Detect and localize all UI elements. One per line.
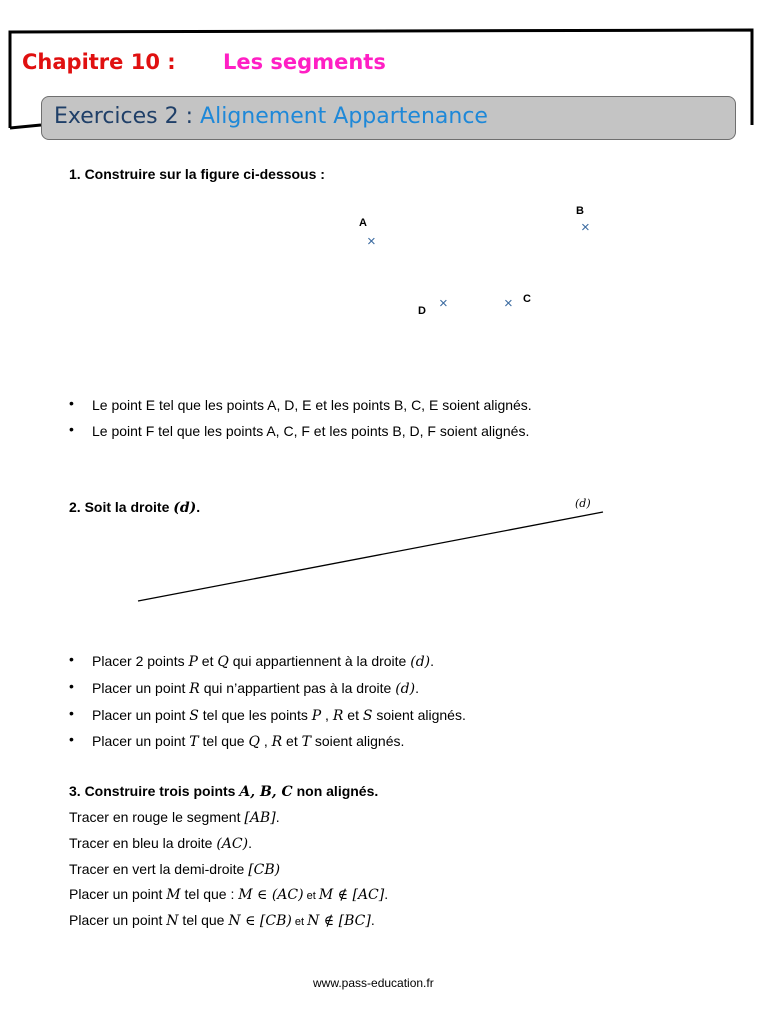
bullet-dot: • bbox=[69, 678, 74, 694]
exercise-label: Exercices 2 : bbox=[54, 104, 194, 129]
point-label-c: C bbox=[523, 293, 531, 305]
q1-bullet-2: Le point F tel que les points A, C, F et les points B, D, F soient alignés. bbox=[92, 423, 530, 439]
q2-bullet-1: Placer 2 points P et Q qui appartiennent à la droite (d). bbox=[92, 653, 435, 670]
footer-url[interactable]: www.pass-education.fr bbox=[313, 976, 434, 990]
q2-title-suffix: . bbox=[196, 499, 201, 515]
chapter-title: Les segments bbox=[223, 50, 386, 74]
exercise-title: Alignement Appartenance bbox=[200, 104, 488, 129]
bullet-dot: • bbox=[69, 421, 74, 437]
q2-bullet-2: Placer un point R qui n’appartient pas à la droite (d). bbox=[92, 680, 419, 697]
point-cross-d: × bbox=[439, 295, 448, 312]
line-d-label: (d) bbox=[575, 497, 591, 510]
q2-bullet-4: Placer un point T tel que Q , R et T soient alignés. bbox=[92, 733, 405, 750]
point-cross-b: × bbox=[581, 219, 590, 236]
q3-line-1: Tracer en rouge le segment [AB]. bbox=[69, 809, 280, 826]
q2-title-prefix: 2. Soit la droite bbox=[69, 499, 174, 515]
q3-title: 3. Construire trois points A, B, C non alignés. bbox=[69, 783, 379, 800]
chapter-label: Chapitre 10 : bbox=[22, 50, 176, 74]
q2-title-math: (d) bbox=[173, 500, 197, 516]
q3-line-3: Tracer en vert la demi-droite [CB) bbox=[69, 861, 281, 878]
point-label-b: B bbox=[576, 205, 584, 217]
bullet-dot: • bbox=[69, 395, 74, 411]
q3-line-2: Tracer en bleu la droite (AC). bbox=[69, 835, 252, 852]
q1-bullet-1: Le point E tel que les points A, D, E et les points B, C, E soient alignés. bbox=[92, 397, 532, 413]
q3-line-n: Placer un point N tel que N ∈ [CB) et N ∉ [BC]. bbox=[69, 912, 375, 929]
bullet-dot: • bbox=[69, 651, 74, 667]
point-label-a: A bbox=[359, 217, 367, 229]
q3-line-m: Placer un point M tel que : M ∈ (AC) et M ∉ [AC]. bbox=[69, 886, 389, 903]
q1-title: 1. Construire sur la figure ci-dessous : bbox=[69, 166, 325, 182]
bullet-dot: • bbox=[69, 731, 74, 747]
q2-bullet-3: Placer un point S tel que les points P , R et S soient alignés. bbox=[92, 707, 466, 724]
point-label-d: D bbox=[418, 305, 426, 317]
point-cross-a: × bbox=[367, 233, 376, 250]
point-cross-c: × bbox=[504, 295, 513, 312]
bullet-dot: • bbox=[69, 705, 74, 721]
